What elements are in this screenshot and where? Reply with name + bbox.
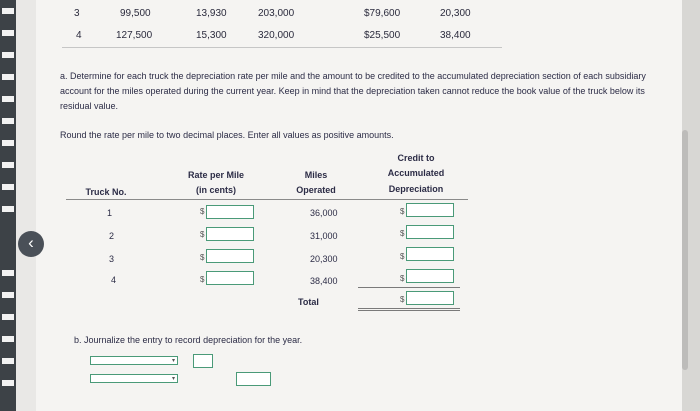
frame-tick bbox=[2, 336, 14, 342]
top-row-3-residual: 13,930 bbox=[196, 8, 227, 19]
header-rule bbox=[66, 199, 468, 200]
rate-input-truck-2[interactable] bbox=[206, 227, 254, 241]
truck-no-1: 1 bbox=[107, 208, 113, 218]
header-miles: Miles bbox=[304, 170, 328, 180]
rate-input-truck-3[interactable] bbox=[206, 249, 254, 263]
rate-dollar-4: $ bbox=[200, 275, 205, 284]
header-depreciation: Depreciation bbox=[388, 184, 444, 194]
frame-tick bbox=[2, 292, 14, 298]
top-row-4-useful-life: 320,000 bbox=[258, 30, 295, 41]
frame-tick bbox=[2, 162, 14, 168]
credit-dollar-1: $ bbox=[400, 207, 405, 216]
header-operated: Operated bbox=[296, 185, 336, 195]
total-credit-input[interactable] bbox=[406, 291, 454, 305]
credit-input-truck-1[interactable] bbox=[406, 203, 454, 217]
miles-truck-1: 36,000 bbox=[310, 208, 338, 218]
top-row-3-truck: 3 bbox=[74, 8, 80, 19]
part-a-instructions: a. Determine for each truck the depreciation rate per mile and the amount to be credited to the accumulated depreciation section of each subsidiary account for the miles operated during the current year. Keep in mind that the depreciation taken cannot reduce the book value of the truck below its residual value. bbox=[60, 71, 646, 111]
chevron-down-icon: ▾ bbox=[171, 358, 175, 364]
frame-tick bbox=[2, 270, 14, 276]
frame-tick bbox=[2, 140, 14, 146]
header-credit-to: Credit to bbox=[397, 153, 435, 163]
miles-truck-2: 31,000 bbox=[310, 231, 338, 241]
credit-input-truck-3[interactable] bbox=[406, 247, 454, 261]
miles-truck-4: 38,400 bbox=[310, 276, 338, 286]
top-row-3-accum: $79,600 bbox=[364, 8, 401, 19]
total-top-rule bbox=[358, 287, 460, 288]
frame-tick bbox=[2, 30, 14, 36]
truck-no-3: 3 bbox=[109, 254, 115, 264]
top-table-rule bbox=[62, 47, 502, 48]
frame-tick bbox=[2, 358, 14, 364]
left-frame-strip bbox=[0, 0, 16, 411]
header-rate-units: (in cents) bbox=[195, 185, 236, 195]
top-row-4-accum: $25,500 bbox=[364, 30, 401, 41]
journal-credit-input-2[interactable] bbox=[236, 372, 271, 386]
frame-tick bbox=[2, 118, 14, 124]
chevron-down-icon: ▾ bbox=[171, 376, 175, 382]
credit-input-truck-2[interactable] bbox=[406, 225, 454, 239]
rounding-note: Round the rate per mile to two decimal places. Enter all values as positive amounts. bbox=[60, 130, 394, 140]
frame-tick bbox=[2, 184, 14, 190]
frame-tick bbox=[2, 8, 14, 14]
rate-input-truck-1[interactable] bbox=[206, 205, 254, 219]
total-underline-1 bbox=[358, 308, 460, 309]
frame-tick bbox=[2, 52, 14, 58]
miles-truck-3: 20,300 bbox=[310, 254, 338, 264]
rate-dollar-1: $ bbox=[200, 207, 205, 216]
total-underline-2 bbox=[358, 310, 460, 311]
frame-tick bbox=[2, 96, 14, 102]
total-label: Total bbox=[298, 297, 319, 307]
credit-dollar-4: $ bbox=[400, 274, 405, 283]
rate-dollar-2: $ bbox=[200, 230, 205, 239]
journal-account-select-2[interactable] bbox=[90, 374, 178, 383]
total-dollar: $ bbox=[400, 295, 405, 304]
top-row-4-truck: 4 bbox=[76, 30, 82, 41]
question-page bbox=[36, 0, 682, 411]
top-row-3-useful-life: 203,000 bbox=[258, 8, 295, 19]
frame-tick bbox=[2, 314, 14, 320]
top-row-3-miles: 20,300 bbox=[440, 8, 471, 19]
top-row-4-miles: 38,400 bbox=[440, 30, 471, 41]
truck-no-2: 2 bbox=[109, 231, 115, 241]
credit-dollar-2: $ bbox=[400, 229, 405, 238]
back-button[interactable] bbox=[18, 231, 44, 257]
top-row-3-cost: 99,500 bbox=[120, 8, 151, 19]
journal-account-select-1[interactable] bbox=[90, 356, 178, 365]
frame-tick bbox=[2, 380, 14, 386]
header-truck-no: Truck No. bbox=[85, 187, 127, 197]
top-row-4-residual: 15,300 bbox=[196, 30, 227, 41]
credit-dollar-3: $ bbox=[400, 252, 405, 261]
frame-tick bbox=[2, 206, 14, 212]
header-accumulated: Accumulated bbox=[387, 168, 445, 178]
top-row-4-cost: 127,500 bbox=[116, 30, 153, 41]
truck-no-4: 4 bbox=[111, 275, 117, 285]
header-rate-per-mile: Rate per Mile bbox=[187, 170, 245, 180]
credit-input-truck-4[interactable] bbox=[406, 269, 454, 283]
rate-input-truck-4[interactable] bbox=[206, 271, 254, 285]
frame-tick bbox=[2, 74, 14, 80]
rate-dollar-3: $ bbox=[200, 253, 205, 262]
part-b-instructions: b. Journalize the entry to record depreciation for the year. bbox=[74, 335, 303, 345]
chevron-left-icon: ‹ bbox=[28, 233, 34, 252]
vertical-scrollbar[interactable] bbox=[682, 130, 688, 370]
journal-debit-input-1[interactable] bbox=[193, 354, 213, 368]
